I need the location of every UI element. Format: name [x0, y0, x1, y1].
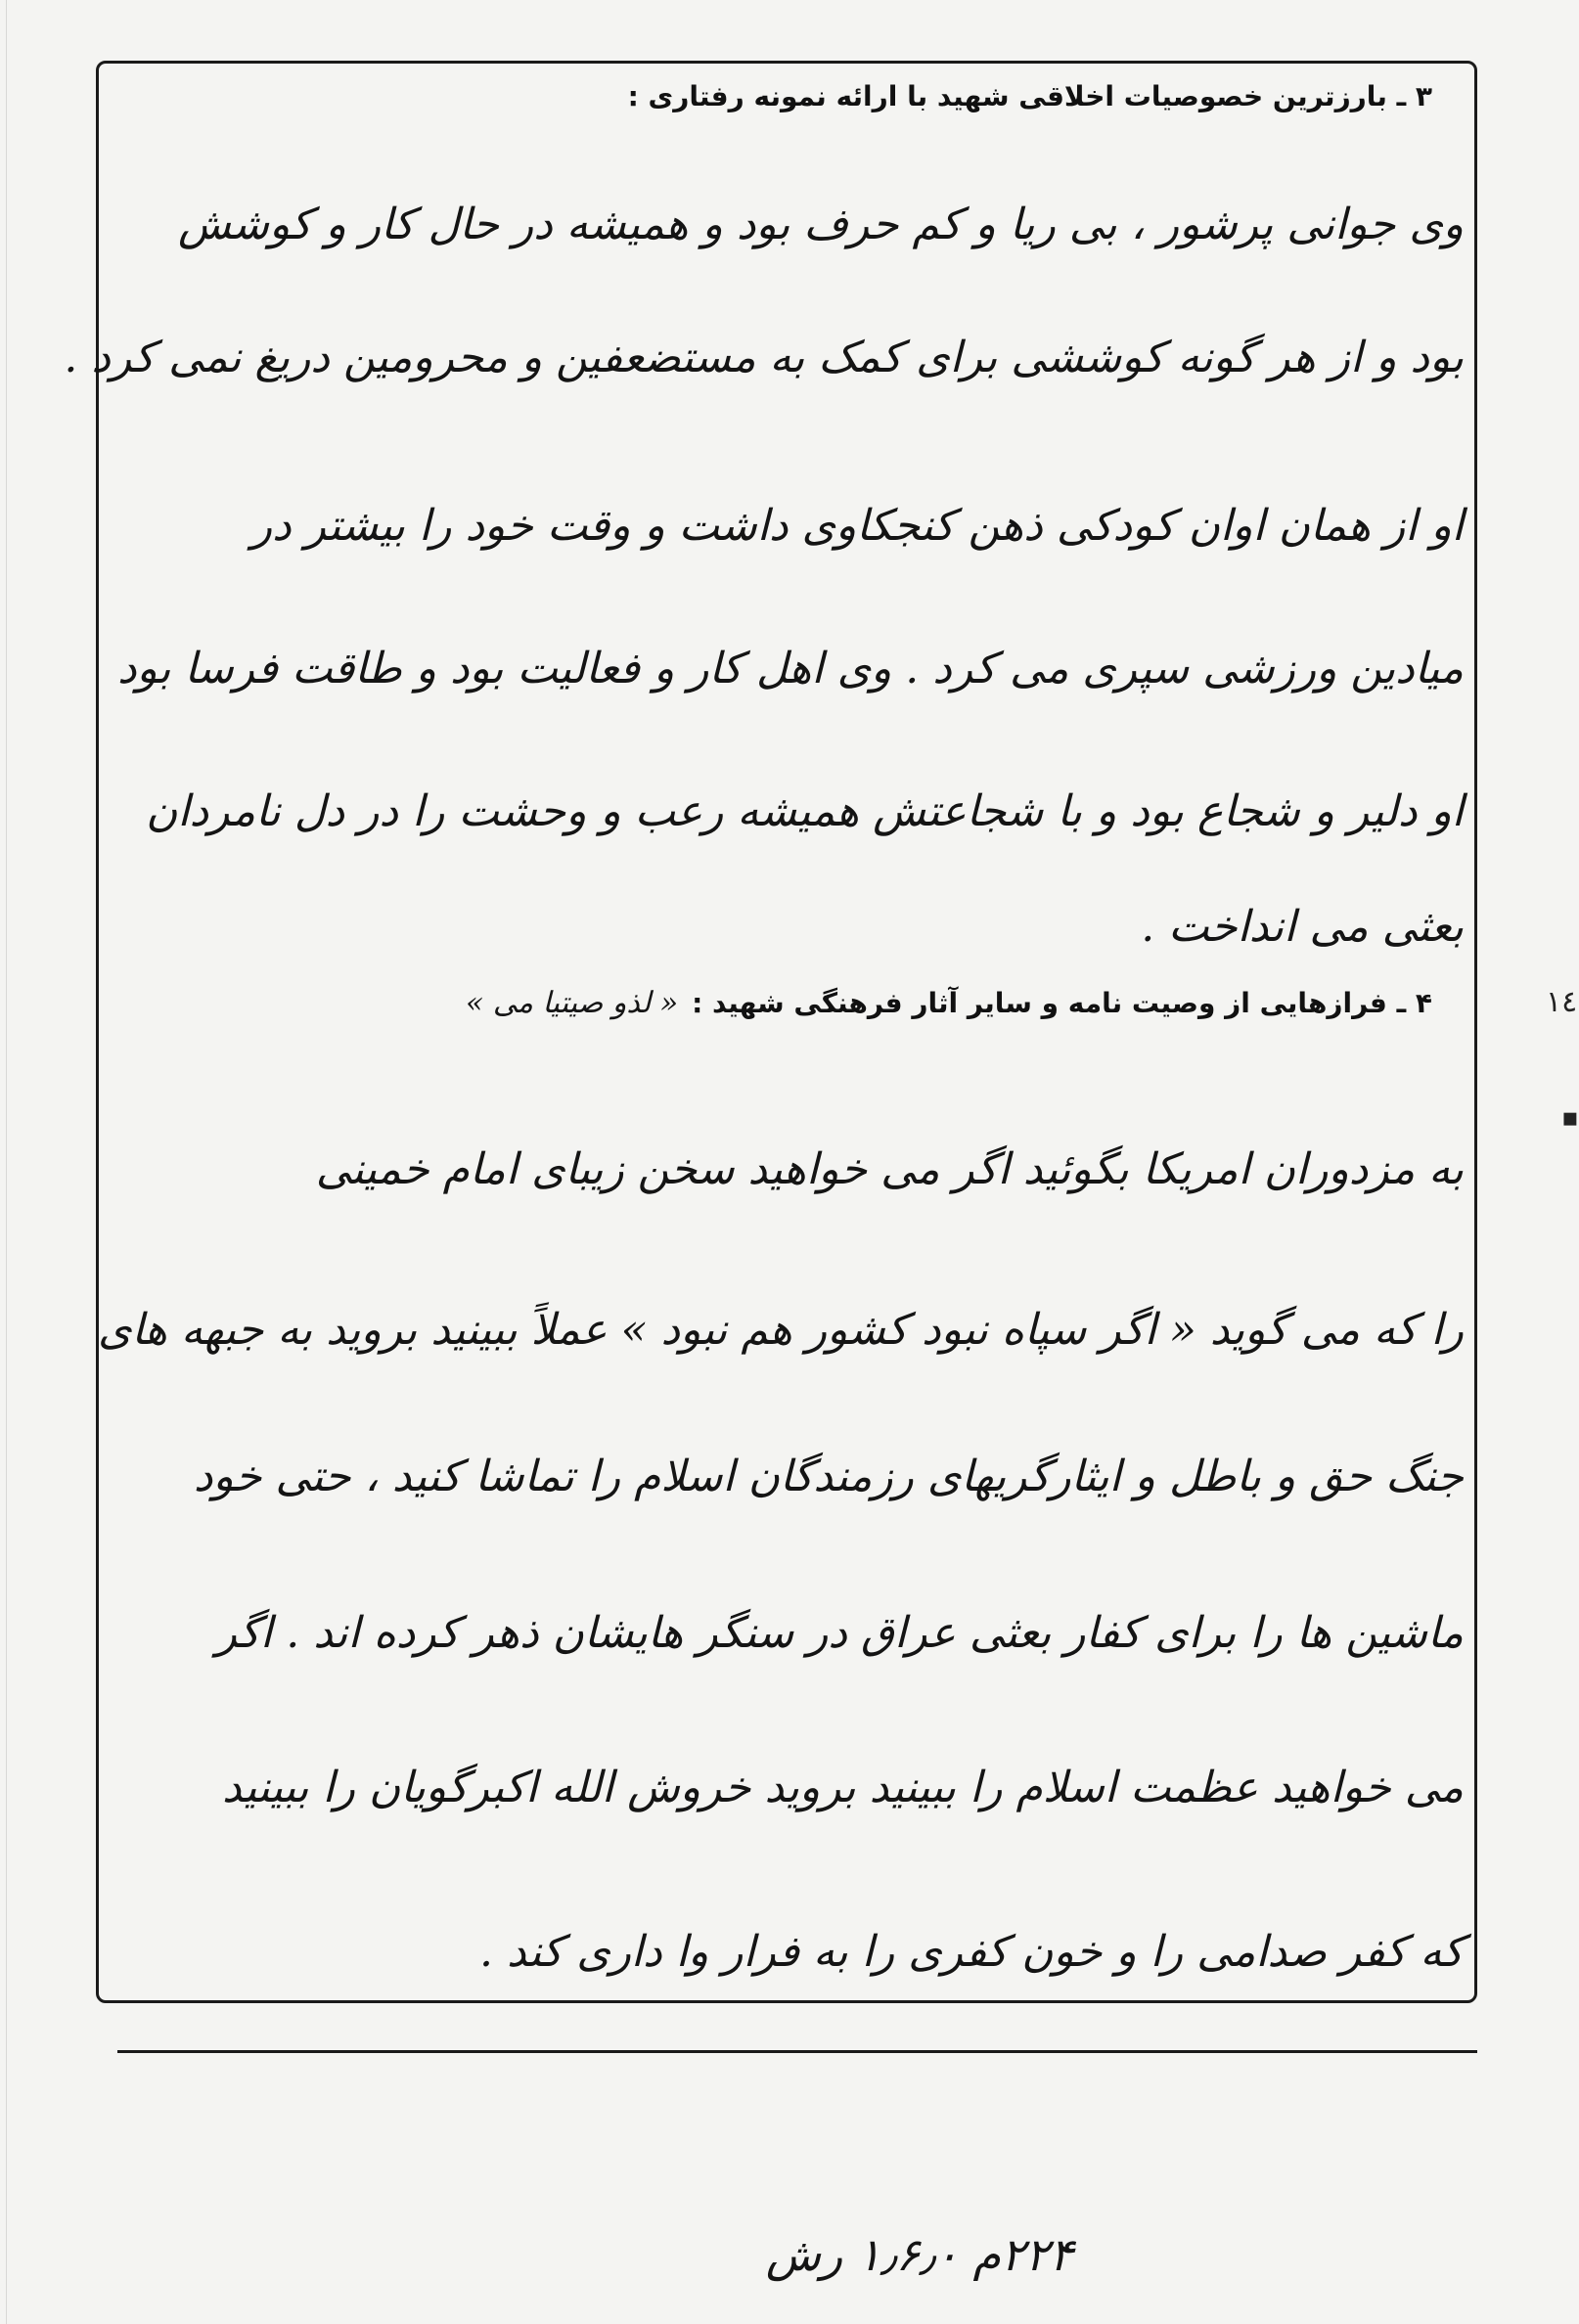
section-3-line-1: وی جوانی پرشور ، بی ریا و کم حرف بود و همیشه در حال کار و کوشش [178, 200, 1464, 249]
section-3-line-5: او دلیر و شجاع بود و با شجاعتش همیشه رعب و وحشت را در دل نامردان [146, 786, 1464, 836]
section-3-line-3: او از همان اوان کودکی ذهن کنجکاوی داشت و وقت خود را بیشتر در [250, 501, 1464, 551]
section-4-line-5: می خواهید عظمت اسلام را ببینید بروید خروش الله اکبرگویان را ببینید [222, 1763, 1464, 1812]
page-edge-line [6, 0, 7, 2324]
section-4-line-4: ماشین ها را برای کفار بعثی عراق در سنگر هایشان ذهر کرده اند . اگر [215, 1608, 1464, 1658]
section-4-heading-text: ۴ ـ فرازهایی از وصیت نامه و سایر آثار فرهنگی شهید : [692, 987, 1432, 1019]
margin-mark-mid: ▪ [1561, 1103, 1579, 1133]
section-3-line-6: بعثی می انداخت . [1141, 902, 1464, 952]
section-4-line-2: را که می گوید « اگر سپاه نبود کشور هم نبود » عملاً ببینید بروید به جبهه های [97, 1305, 1464, 1355]
section-4-line-6: که کفر صدامی را و خون کفری را به فرار وا داری کند . [478, 1927, 1464, 1977]
margin-mark-top: ١٤ [1546, 985, 1578, 1019]
section-4-line-3: جنگ حق و باطل و ایثارگریهای رزمندگان اسلام را تماشا کنید ، حتی خود [193, 1452, 1464, 1501]
section-3-line-4: میادین ورزشی سپری می کرد . وی اهل کار و فعالیت بود و طاقت فرسا بود [116, 644, 1464, 693]
section-4-inline-handwriting: « لذو صیتیا می » [466, 986, 679, 1020]
section-3-line-2: بود و از هر گونه کوششی برای کمک به مستضعفین و محرومین دریغ نمی کرد . [64, 333, 1464, 382]
footer-reference: ۲۲۴م ۱٫۶٫۰ رش [765, 2228, 1074, 2281]
section-4-line-1: به مزدوران امریکا بگوئید اگر می خواهید سخن زیبای امام خمینی [315, 1144, 1464, 1194]
form-bottom-rule [117, 2050, 1477, 2053]
section-3-heading: ۳ ـ بارزترین خصوصیات اخلاقی شهید با ارائه نمونه رفتاری : [627, 80, 1432, 112]
section-4-heading [466, 986, 1432, 1020]
